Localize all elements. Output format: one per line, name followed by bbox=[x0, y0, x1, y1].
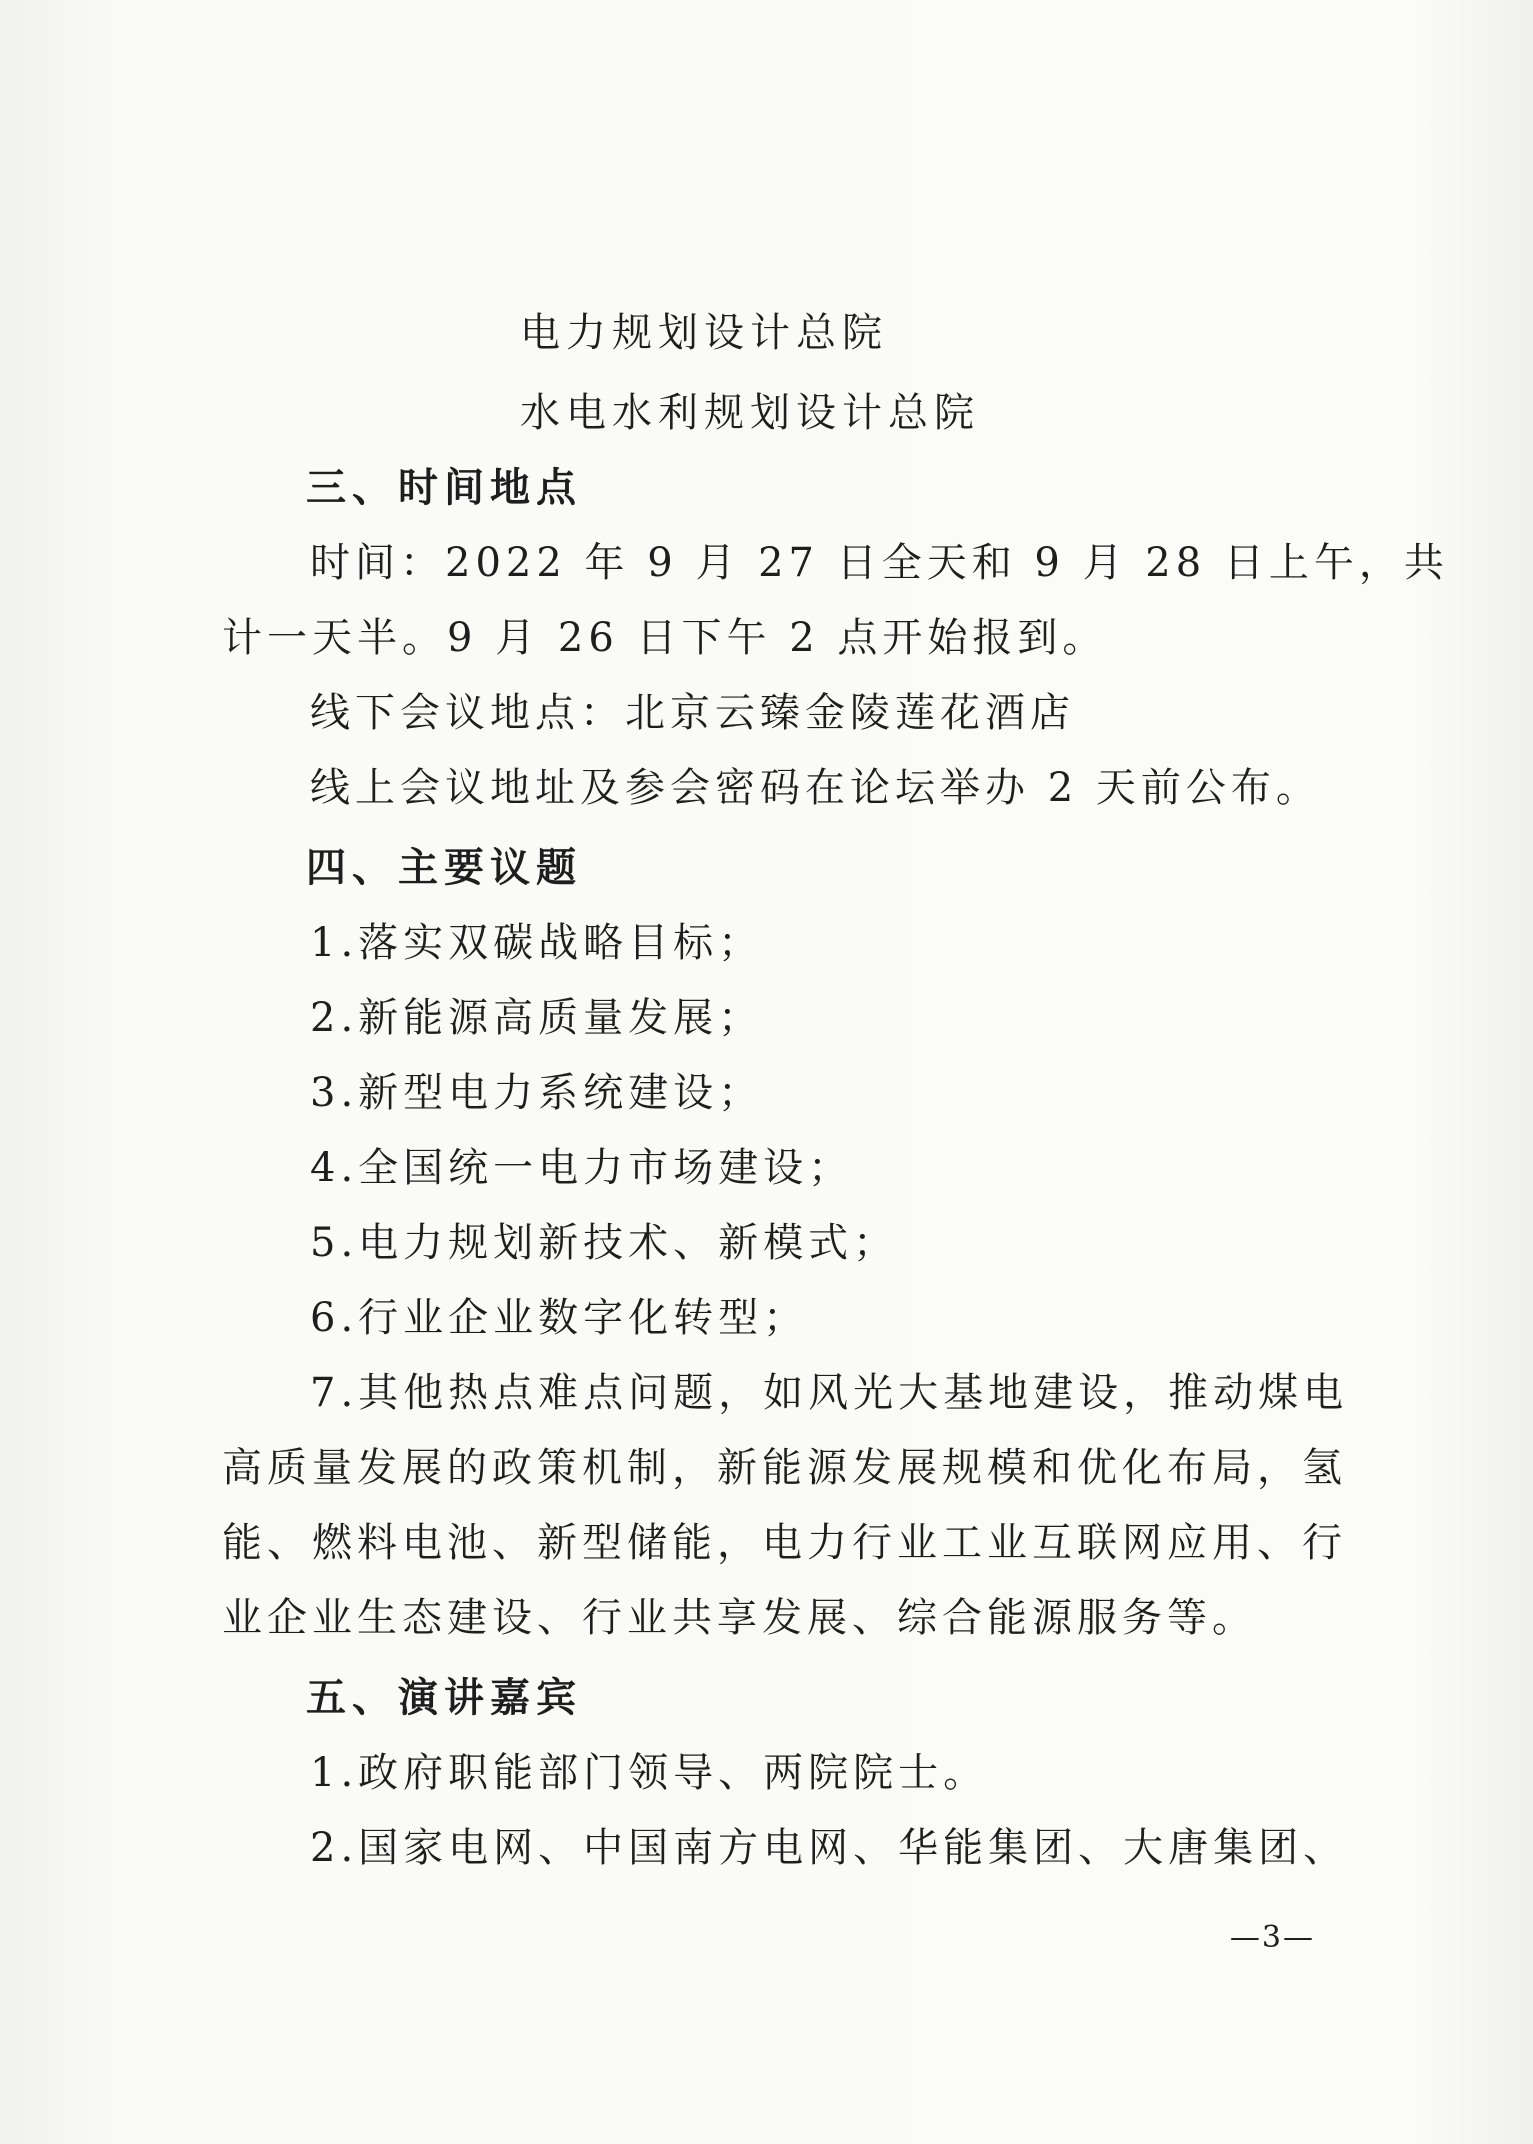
topic-item-7-line: 高质量发展的政策机制，新能源发展规模和优化布局，氢 bbox=[222, 1445, 1347, 1491]
topic-item: 6.行业企业数字化转型； bbox=[310, 1295, 809, 1341]
time-line-1: 时间：2022 年 9 月 27 日全天和 9 月 28 日上午，共 bbox=[310, 540, 1449, 586]
page-number: —3— bbox=[1229, 1920, 1315, 1955]
offline-venue: 线下会议地点：北京云臻金陵莲花酒店 bbox=[310, 690, 1075, 736]
speaker-item: 2.国家电网、中国南方电网、华能集团、大唐集团、 bbox=[310, 1825, 1349, 1871]
topic-item-7-line: 能、燃料电池、新型储能，电力行业工业互联网应用、行 bbox=[222, 1520, 1347, 1566]
organizer-2: 水电水利规划设计总院 bbox=[520, 390, 980, 436]
topic-item: 2.新能源高质量发展； bbox=[310, 995, 764, 1041]
topic-item-7-line: 业企业生态建设、行业共享发展、综合能源服务等。 bbox=[222, 1595, 1257, 1641]
topic-item: 4.全国统一电力市场建设； bbox=[310, 1145, 854, 1191]
online-info: 线上会议地址及参会密码在论坛举办 2 天前公布。 bbox=[310, 765, 1321, 811]
topic-item-7-line: 7.其他热点难点问题，如风光大基地建设，推动煤电 bbox=[310, 1370, 1349, 1416]
speaker-item: 1.政府职能部门领导、两院院士。 bbox=[310, 1750, 989, 1796]
topic-item: 1.落实双碳战略目标； bbox=[310, 920, 764, 966]
topic-item: 5.电力规划新技术、新模式； bbox=[310, 1220, 899, 1266]
topic-item: 3.新型电力系统建设； bbox=[310, 1070, 764, 1116]
section-heading-speakers: 五、演讲嘉宾 bbox=[306, 1675, 582, 1721]
section-heading-topics: 四、主要议题 bbox=[306, 845, 582, 891]
time-line-2: 计一天半。9 月 26 日下午 2 点开始报到。 bbox=[222, 615, 1108, 661]
section-heading-time-place: 三、时间地点 bbox=[306, 465, 582, 511]
organizer-1: 电力规划设计总院 bbox=[520, 310, 888, 356]
